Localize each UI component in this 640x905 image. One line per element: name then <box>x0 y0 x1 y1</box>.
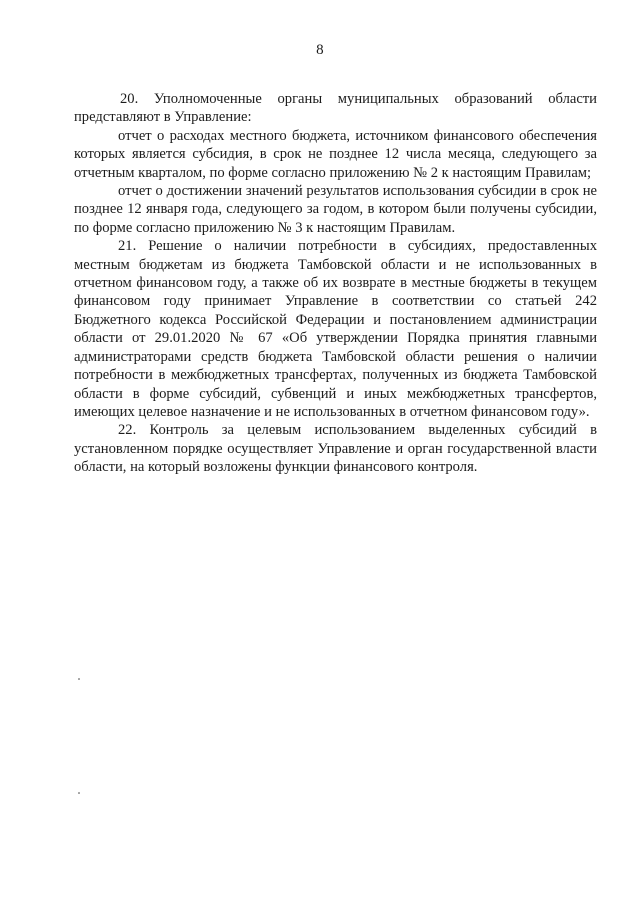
paragraph-20-budget-report: отчет о расходах местного бюджета, источником финансового обеспечения которых является субсидия, в срок не позднее 12 числа месяца, следующего за отчетным кварталом, по форме согласно приложению № 2 к настоящим Правилам; <box>74 127 597 181</box>
paragraph-20-results-report: отчет о достижении значений результатов использования субсидии в срок не позднее 12 января года, следующего за годом, в котором были получены субсидии, по форме согласно приложению № 3 к настоящим Правилам. <box>74 183 597 236</box>
scan-speck <box>78 792 80 794</box>
scan-speck <box>78 678 80 680</box>
paragraph-22: 22. Контроль за целевым использованием выделенных субсидий в установленном порядке осуществляет Управление и орган государственной власти области, на который возложены функции финансового контроля. <box>74 422 597 476</box>
paragraph-20-intro: 20. Уполномоченные органы муниципальных образований области представляют в Управление: <box>74 91 597 126</box>
page-number: 8 <box>316 42 324 58</box>
document-body <box>74 90 597 477</box>
paragraph-21: 21. Решение о наличии потребности в субсидиях, предоставленных местным бюджетам из бюджета Тамбовской области и не использованных в отчетном финансовом году, а также об их возврате в местные бюджеты в текущем финансовом году принимает Управление в соответствии со статьей 242 Бюджетного кодекса Российской Федерации и постановлением администрации области от 29.01.2020 № 67 «Об утверждении Порядка принятия главными администраторами средств бюджета Тамбовской области решения о наличии потребности в межбюджетных трансфертах, полученных из бюджета Тамбовской области в форме субсидий, субвенций и иных межбюджетных трансфертов, имеющих целевое назначение и не использованных в отчетном финансовом году». <box>74 238 597 420</box>
